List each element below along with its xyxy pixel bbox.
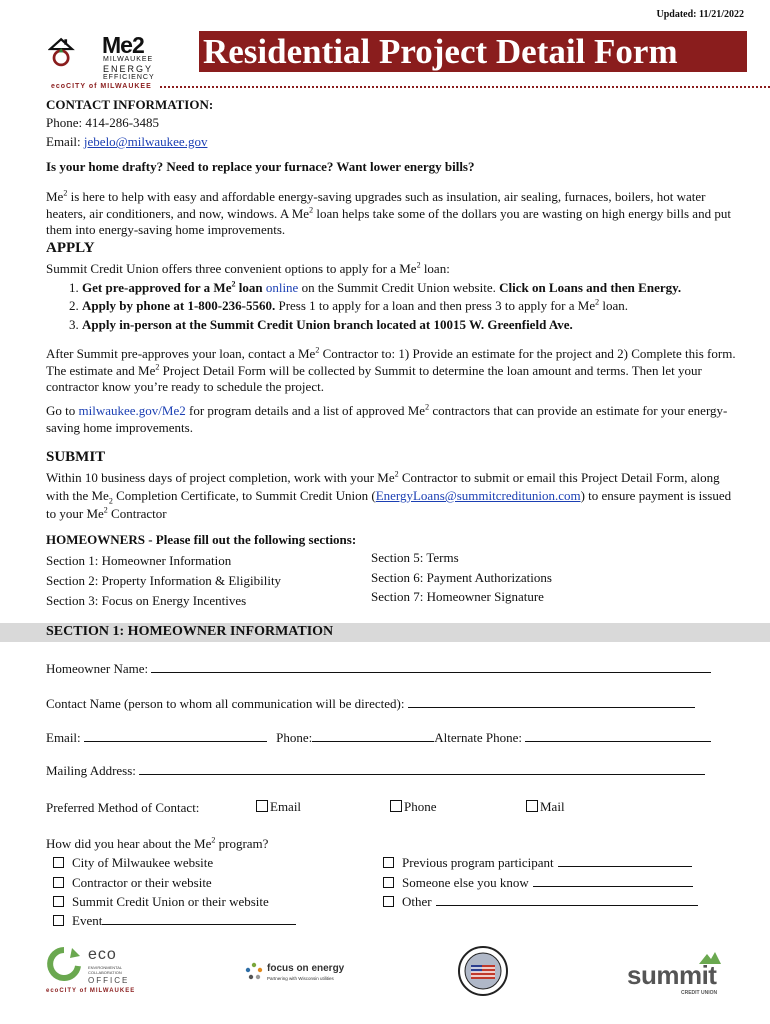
homeowner-name-row: Homeowner Name: (46, 661, 711, 677)
section-list-item: Section 6: Payment Authorizations (371, 570, 552, 585)
intro-paragraph: Me$^2$ is here to help with easy and affordable energy-saving upgrades such as insulation, air sealing, furnaces, boilers, hot water heaters, air conditioners, and now, windows. A Me$^2$ loan helps take some of the dollars you are wasting on high energy bills and put them into energy-saving home improvements. (46, 188, 731, 237)
checkbox[interactable] (53, 896, 64, 907)
hear-option[interactable]: Contractor or their website (53, 875, 212, 891)
checkbox[interactable] (53, 915, 64, 926)
apply-goto-paragraph: Go to milwaukee.gov/Me2 for program details and a list of approved Me$^2$ contractors that can provide an estimate for your energy-saving home improvements. (46, 402, 728, 435)
apply-lead: Summit Credit Union offers three convenient options to apply for a Me$^2$ loan: (46, 260, 450, 276)
section-list-item: Section 7: Homeowner Signature (371, 589, 544, 604)
email-phone-row: Email: Phone: Alternate Phone: (46, 730, 711, 746)
preferred-email-option[interactable]: Email (256, 799, 301, 815)
other-field[interactable] (436, 894, 698, 906)
preferred-mail-option[interactable]: Mail (526, 799, 565, 815)
mail-checkbox[interactable] (526, 800, 538, 812)
section-list-item: Section 1: Homeowner Information (46, 553, 232, 568)
apply-option-2: 2. Apply by phone at 1-800-236-5560. Press 1 to apply for a loan and then press 3 to apply for a Me$^2$ loan. (69, 297, 628, 313)
phone-checkbox[interactable] (390, 800, 402, 812)
contact-email-row: Email: jebelo@milwaukee.gov (46, 134, 208, 149)
eco-recycle-icon (46, 946, 82, 986)
checkbox[interactable] (383, 857, 394, 868)
section-1-title: SECTION 1: HOMEOWNER INFORMATION (46, 624, 334, 639)
section-list-item: Section 2: Property Information & Eligibility (46, 573, 282, 588)
hear-option[interactable]: Someone else you know (383, 875, 693, 891)
contact-name-field[interactable] (408, 696, 695, 708)
checkbox[interactable] (53, 877, 64, 888)
apply-after-paragraph: After Summit pre-approves your loan, contact a Me$^2$ Contractor to: 1) Provide an estimate for the project and 2) Complete this form. The estimate and Me$^2$ Project Detail Form will be collected by Summit to determine the loan amount and terms. Then let your contractor know you’re ready to schedule the project. (46, 345, 736, 394)
hear-option[interactable]: City of Milwaukee website (53, 855, 213, 871)
eco-office-logo: eco ENVIRONMENTAL COLLABORATION OFFICE ecoCITY of MILWAUKEE (46, 946, 136, 994)
hear-option[interactable]: Event (53, 913, 296, 929)
me2-logo-subtitle: MILWAUKEE ENERGY EFFICIENCY (103, 56, 155, 81)
me2-house-logo-icon (48, 26, 108, 82)
hear-about-question: How did you hear about the Me$^2$ program? (46, 835, 269, 851)
section-list-item: Section 3: Focus on Energy Incentives (46, 593, 247, 608)
email-field[interactable] (84, 730, 267, 742)
checkbox[interactable] (383, 896, 394, 907)
hear-option[interactable]: Summit Credit Union or their website (53, 894, 269, 910)
submit-heading: SUBMIT (46, 449, 106, 465)
phone-field[interactable] (312, 730, 434, 742)
preferred-phone-option[interactable]: Phone (390, 799, 437, 815)
preferred-contact-label: Preferred Method of Contact: (46, 800, 200, 815)
email-checkbox[interactable] (256, 800, 268, 812)
alternate-phone-field[interactable] (525, 730, 711, 742)
contact-heading: CONTACT INFORMATION: (46, 97, 214, 112)
header-dotted-rule (160, 86, 770, 88)
intro-question: Is your home drafty? Need to replace your furnace? Want lower energy bills? (46, 159, 475, 174)
submit-paragraph: Within 10 business days of project completion, work with your Me$^2$ Contractor to submit or email this Project Detail Form, along with the $Me_2$ Completion Certificate, to Summit Credit Union (EnergyLoans@summitcreditunion.com) to ensure payment is issued to your Me$^2$ Contractor (46, 469, 732, 521)
contact-name-row: Contact Name (person to whom all communication will be directed): (46, 696, 695, 712)
apply-option-3: 3. Apply in-person at the Summit Credit Union branch located at 10015 W. Greenfield Ave. (69, 317, 573, 332)
event-field[interactable] (102, 913, 296, 925)
checkbox[interactable] (53, 857, 64, 868)
program-details-link[interactable]: milwaukee.gov/Me2 (78, 403, 186, 418)
mailing-address-row: Mailing Address: (46, 763, 705, 779)
homeowners-heading: HOMEOWNERS - Please fill out the following sections: (46, 532, 357, 547)
summit-logo: summit CREDIT UNION (627, 950, 727, 1000)
state-seal-icon (458, 946, 508, 996)
contact-email-link[interactable]: jebelo@milwaukee.gov (83, 134, 208, 149)
focus-dots-icon (244, 962, 264, 982)
ecocity-tagline: ecoCITY of MILWAUKEE (51, 83, 152, 90)
updated-date: Updated: 11/21/2022 (656, 9, 744, 20)
section-list-item: Section 5: Terms (371, 550, 459, 565)
hear-option[interactable]: Other (383, 894, 698, 910)
energy-loans-email-link[interactable]: EnergyLoans@summitcreditunion.com (375, 488, 581, 503)
contact-phone: Phone: 414-286-3485 (46, 115, 160, 130)
focus-on-energy-logo: focus on energy Partnering with Wisconsin utilities (244, 960, 344, 990)
someone-else-field[interactable] (533, 875, 693, 887)
page-title: Residential Project Detail Form (199, 31, 747, 72)
apply-heading: APPLY (46, 240, 95, 256)
me2-logo-text: Me2 (102, 32, 144, 58)
apply-online-link[interactable]: online (265, 280, 299, 295)
homeowner-name-field[interactable] (151, 661, 711, 673)
previous-participant-field[interactable] (558, 855, 692, 867)
mailing-address-field[interactable] (139, 763, 705, 775)
hear-option[interactable]: Previous program participant (383, 855, 692, 871)
checkbox[interactable] (383, 877, 394, 888)
apply-option-1: 1. Get pre-approved for a Me$^2$ loan online on the Summit Credit Union website. Click on Loans and then Energy. (69, 279, 682, 295)
